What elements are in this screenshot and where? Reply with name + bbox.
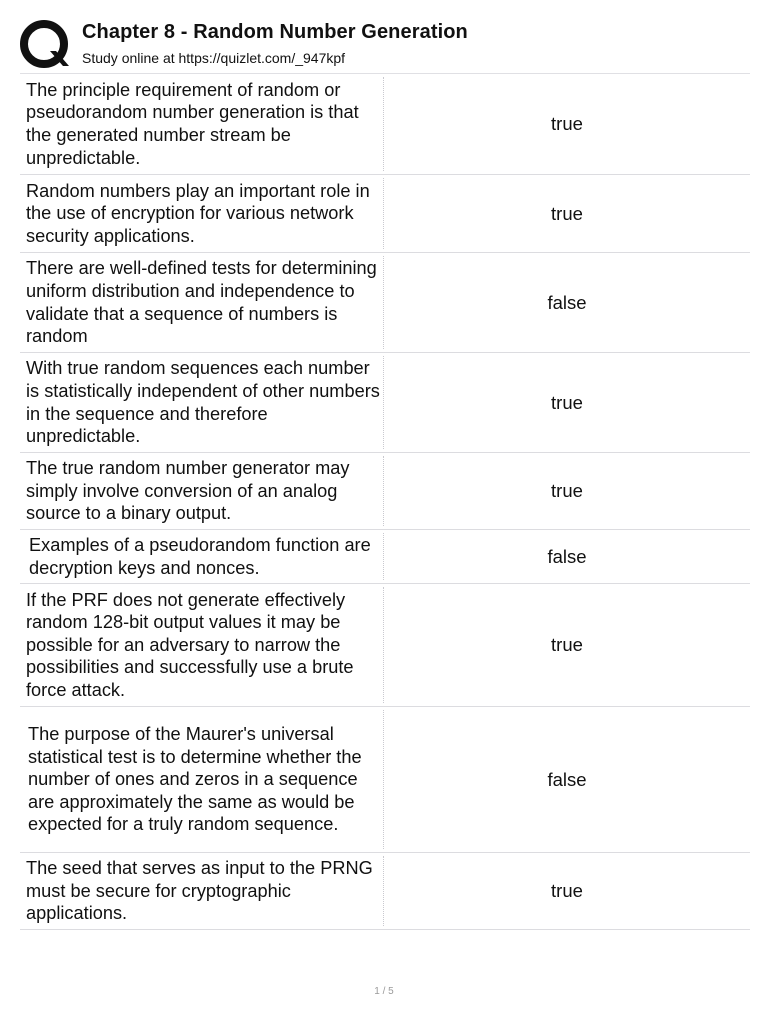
page-number: 1 / 5 (374, 986, 394, 997)
page-header (20, 18, 750, 74)
card-term: The true random number generator may simply involve conversion of an analog source to a binary output. (20, 456, 384, 526)
flashcard-row (20, 74, 750, 175)
study-online-link-text: Study online at https://quizlet.com/_947kpf (82, 50, 346, 66)
card-term: There are well-defined tests for determining uniform distribution and independence to validate that a sequence of numbers is random (20, 256, 384, 349)
card-definition: false (547, 545, 587, 567)
card-term: Random numbers play an important role in the use of encryption for various network security applications. (20, 178, 384, 249)
card-definition: true (551, 202, 583, 224)
card-definition: true (551, 391, 583, 413)
flashcard-row (20, 253, 750, 353)
flashcard-row (20, 530, 750, 584)
card-term: If the PRF does not generate effectively random 128-bit output values it may be possible for an adversary to narrow the possibilities and successfully use a brute force attack. (20, 587, 384, 703)
flashcard-row (20, 175, 750, 253)
flashcard-list (20, 73, 750, 930)
card-definition: true (551, 113, 583, 134)
card-term: With true random sequences each number is statistically independent of other numbers in the sequence and therefore unpredictable. (20, 356, 384, 449)
card-term: Examples of a pseudorandom function are decryption keys and nonces. (20, 533, 384, 580)
page-title: Chapter 8 - Random Number Generation (82, 21, 468, 43)
quizlet-q-logo-icon (20, 20, 70, 70)
card-term: The seed that serves as input to the PRNG must be secure for cryptographic applications. (20, 856, 384, 926)
flashcard-row (20, 853, 750, 930)
card-term: The principle requirement of random or pseudorandom number generation is that the generated number stream be unpredictable. (20, 77, 384, 171)
flashcard-row (20, 584, 750, 707)
card-definition: true (551, 634, 583, 655)
flashcard-row (20, 453, 750, 530)
card-definition: false (547, 768, 587, 790)
flashcard-row (20, 353, 750, 453)
card-term: The purpose of the Maurer's universal statistical test is to determine whether the number of ones and zeros in a sequence are approximately the same as would be expected for a truly random sequence. (20, 710, 384, 849)
card-definition: true (551, 880, 583, 901)
card-definition: false (547, 291, 587, 313)
card-definition: true (551, 480, 583, 501)
flashcard-row (20, 707, 750, 853)
